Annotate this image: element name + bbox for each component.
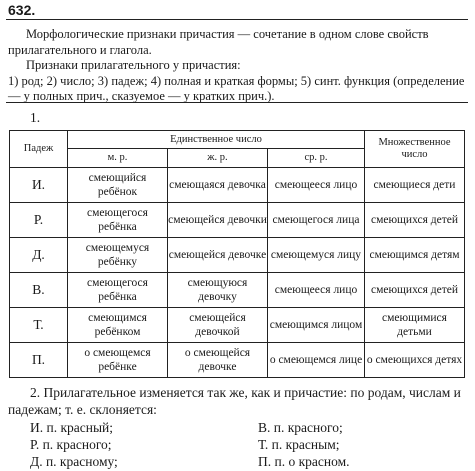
feminine-cell: смеющуюся девочку <box>168 273 268 308</box>
table-row <box>10 238 465 273</box>
case-line: П. п. о красном. <box>258 454 350 469</box>
case-line: В. п. красного; <box>258 420 343 435</box>
feminine-cell: смеющейся девочки <box>168 203 268 238</box>
neuter-cell: смеющимся лицом <box>268 308 365 343</box>
case-cell: В. <box>10 273 68 308</box>
plural-cell: смеющимися детьми <box>365 308 465 343</box>
plural-cell: о смеющихся детях <box>365 343 465 378</box>
intro-text <box>8 27 468 105</box>
intro-line-1: Морфологические признаки причастия — сочетание в одном слове свойств прилагательного и глагола. <box>8 27 429 57</box>
case-cell: Р. <box>10 203 68 238</box>
case-cell: Д. <box>10 238 68 273</box>
masculine-cell: о смеющемся ребёнке <box>68 343 168 378</box>
intro-line-2: Признаки прилагательного у причастия: <box>26 58 241 72</box>
masculine-cell: смеющегося ребёнка <box>68 273 168 308</box>
case-line: Р. п. красного; <box>30 437 112 452</box>
exercise-number: 632. <box>8 2 36 18</box>
plural-cell: смеющиеся дети <box>365 168 465 203</box>
section-1-label: 1. <box>30 110 41 125</box>
case-line: Т. п. красным; <box>258 437 340 452</box>
top-rule <box>6 19 468 20</box>
masculine-header: м. р. <box>68 149 168 168</box>
table-row <box>10 308 465 343</box>
plural-cell: смеющихся детей <box>365 203 465 238</box>
feminine-cell: смеющейся девочкой <box>168 308 268 343</box>
case-line: Д. п. красному; <box>30 454 118 469</box>
neuter-cell: смеющееся лицо <box>268 168 365 203</box>
plural-cell: смеющимся детям <box>365 238 465 273</box>
adjective-cases-left <box>30 419 118 470</box>
case-cell: П. <box>10 343 68 378</box>
feminine-header: ж. р. <box>168 149 268 168</box>
masculine-cell: смеющимся ребёнком <box>68 308 168 343</box>
section-2-text: 2. Прилагательное изменяется так же, как и причастие: по родам, числам и падежам; т. е. склоняется: <box>8 385 461 417</box>
case-header: Падеж <box>10 131 68 168</box>
neuter-header: ср. р. <box>268 149 365 168</box>
neuter-cell: смеющегося лица <box>268 203 365 238</box>
masculine-cell: смеющемуся ребёнку <box>68 238 168 273</box>
section-2 <box>8 384 468 418</box>
table-row <box>10 168 465 203</box>
feminine-cell: о смеющейся девочке <box>168 343 268 378</box>
plural-header: Множественное число <box>365 131 465 168</box>
table-row <box>10 203 465 238</box>
table-row <box>10 343 465 378</box>
case-cell: И. <box>10 168 68 203</box>
intro-line-3: 1) род; 2) число; 3) падеж; 4) полная и краткая формы; 5) синт. функция (определение — у полных прич., сказуемое — у кратких прич.). <box>8 73 465 103</box>
case-line: И. п. красный; <box>30 420 114 435</box>
neuter-cell: смеющемуся лицу <box>268 238 365 273</box>
participle-declension-table <box>9 130 465 378</box>
middle-rule <box>6 102 468 103</box>
feminine-cell: смеющейся девочке <box>168 238 268 273</box>
singular-header: Единственное число <box>68 131 365 149</box>
masculine-cell: смеющийся ребёнок <box>68 168 168 203</box>
neuter-cell: о смеющемся лице <box>268 343 365 378</box>
adjective-cases-right <box>258 419 350 470</box>
case-cell: Т. <box>10 308 68 343</box>
masculine-cell: смеющегося ребёнка <box>68 203 168 238</box>
plural-cell: смеющихся детей <box>365 273 465 308</box>
feminine-cell: смеющаяся девочка <box>168 168 268 203</box>
table-row <box>10 273 465 308</box>
neuter-cell: смеющееся лицо <box>268 273 365 308</box>
